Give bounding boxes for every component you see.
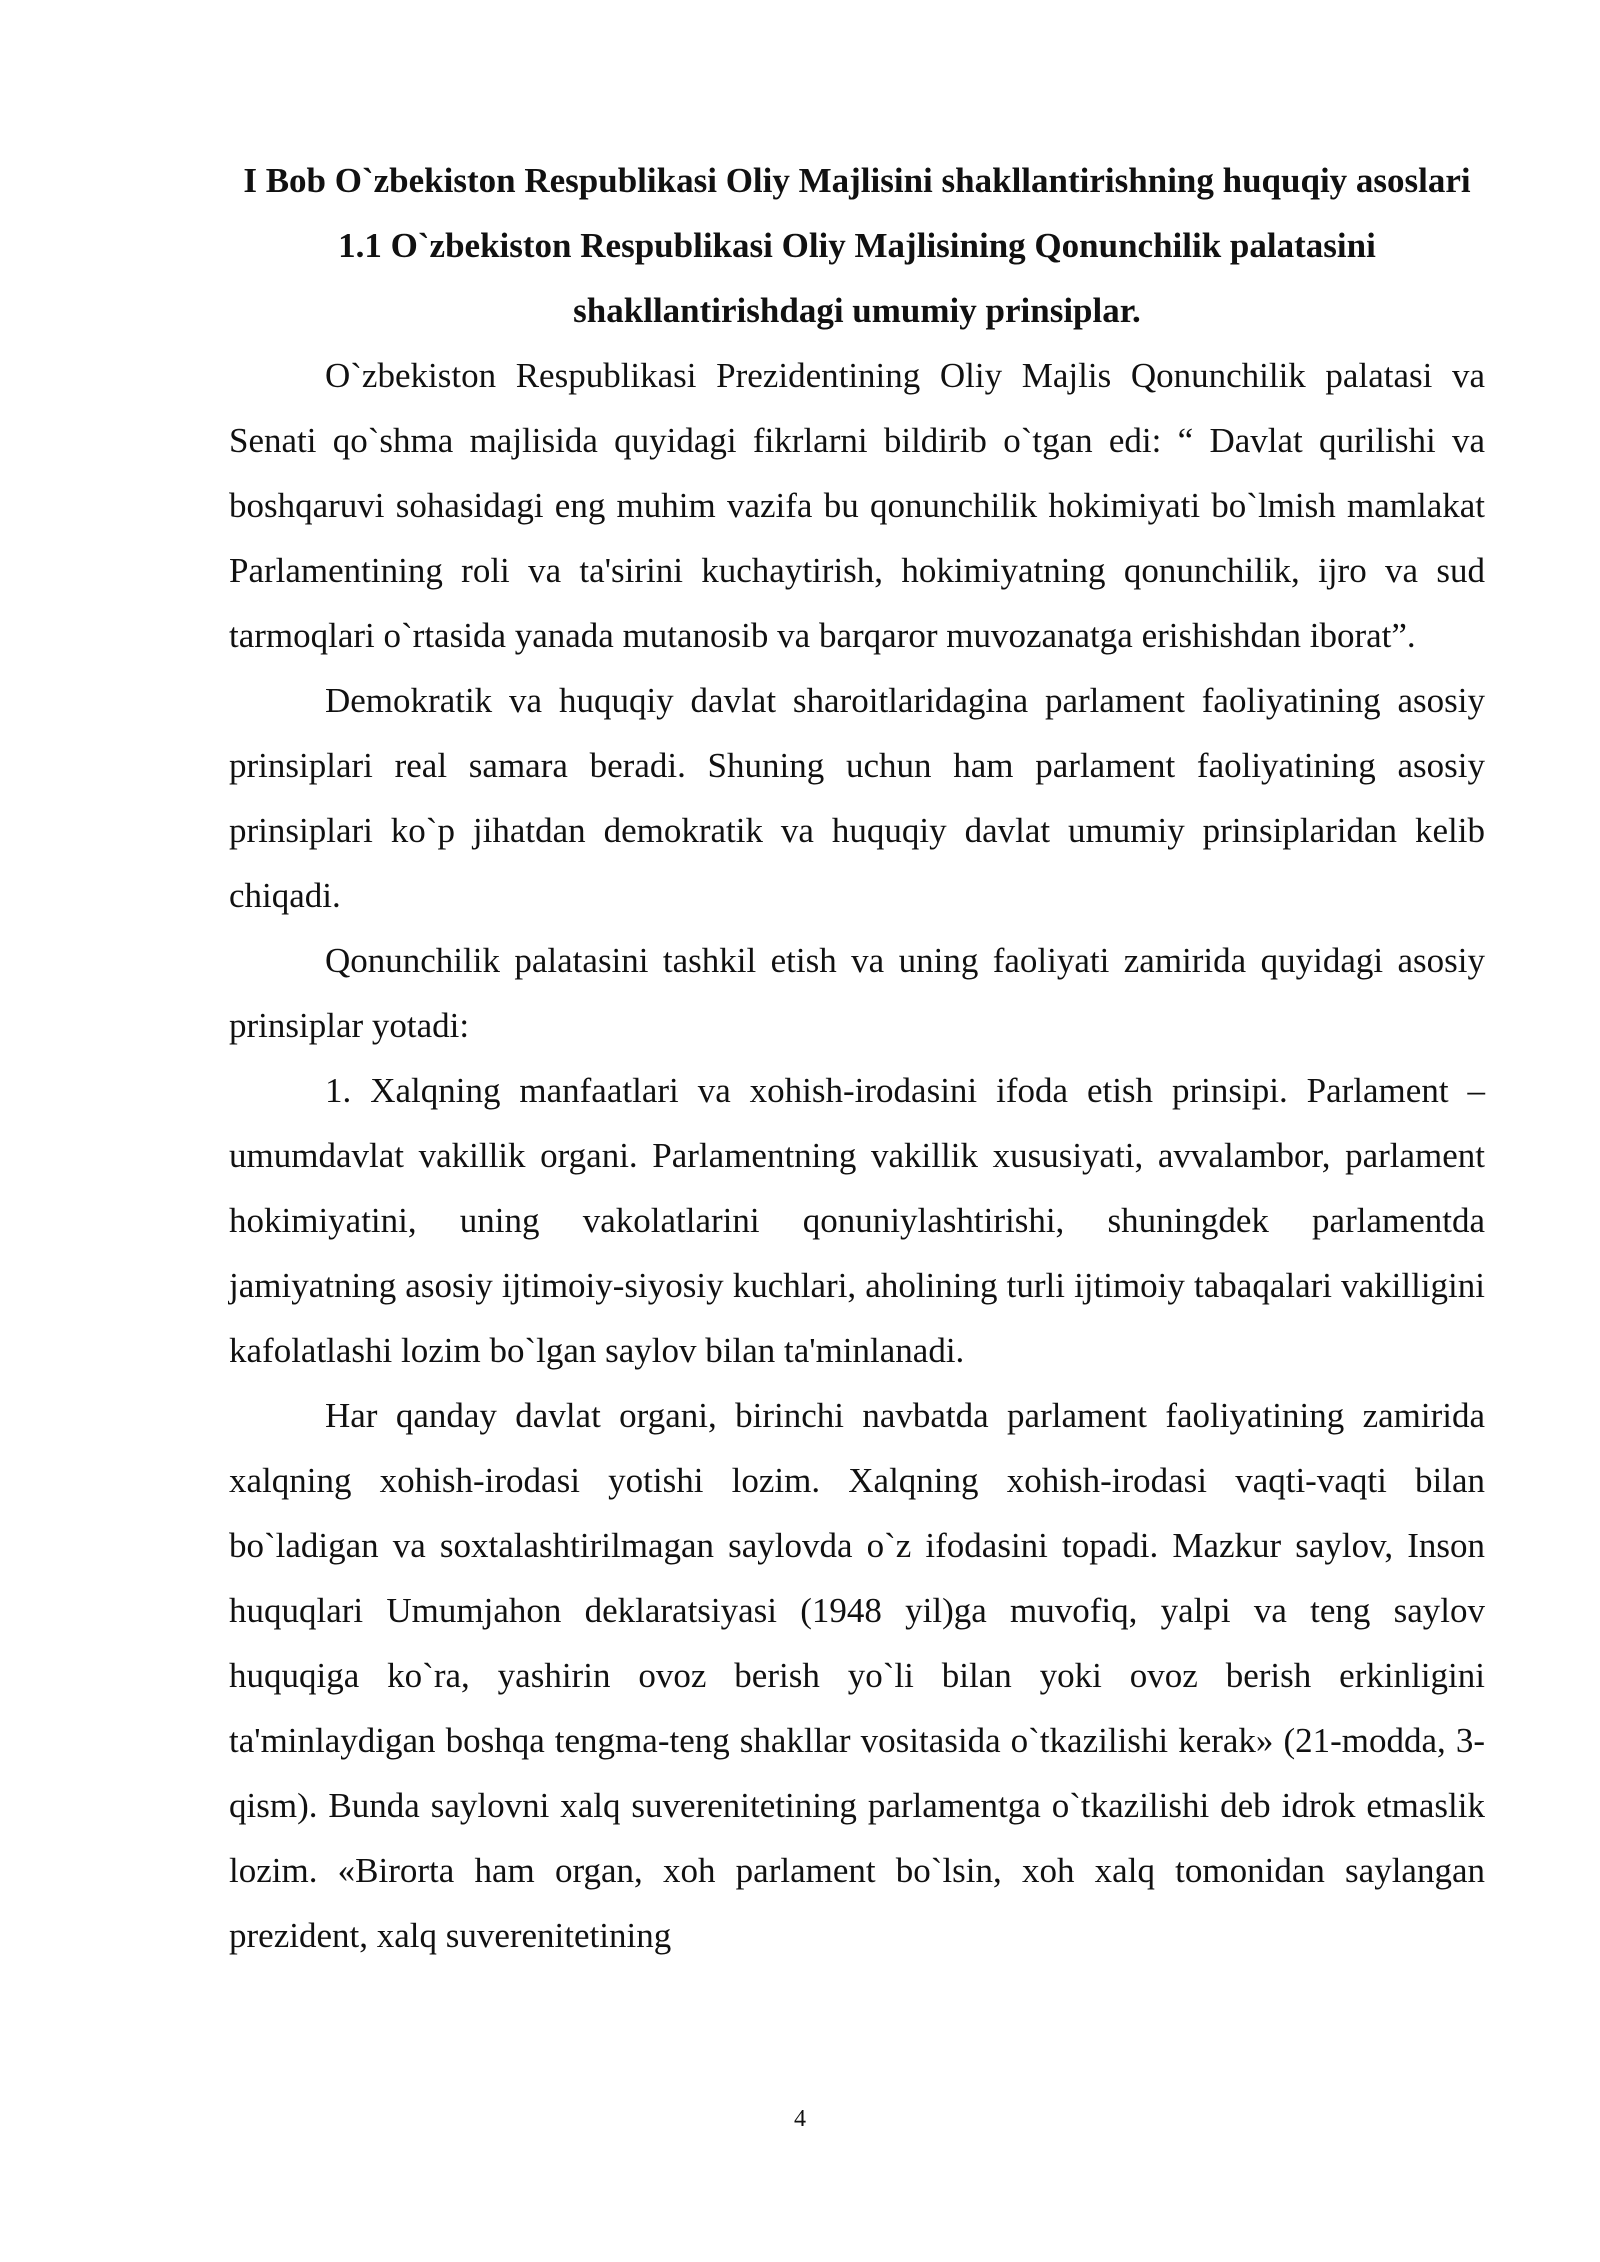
paragraph: Har qanday davlat organi, birinchi navbatda parlament faoliyatining zamirida xalqning xohish-irodasi yotishi lozim. Xalqning xohish-irodasi vaqti-vaqti bilan bo`ladigan va soxtalashtirilmagan saylovda o`z ifodasini topadi. Mazkur saylov, Inson huquqlari Umumjahon deklaratsiyasi (1948 yil)ga muvofiq, yalpi va teng saylov huquqiga ko`ra, yashirin ovoz berish yo`li bilan yoki ovoz berish erkinligini ta'minlaydigan boshqa tengma-teng shakllar vositasida o`tkazilishi kerak» (21-modda, 3-qism). Bunda saylovni xalq suverenitetining parlamentga o`tkazilishi deb idrok etmaslik lozim. «Birorta ham organ, xoh parlament bo`lsin, xoh xalq tomonidan saylangan prezident, xalq suverenitetining	[229, 1396, 1485, 1955]
paragraph: Demokratik va huquqiy davlat sharoitlaridagina parlament faoliyatining asosiy prinsiplari real samara beradi. Shuning uchun ham parlament faoliyatining asosiy prinsiplari ko`p jihatdan demokratik va huquqiy davlat umumiy prinsiplaridan kelib chiqadi.	[229, 681, 1485, 915]
page-number: 4	[794, 2106, 806, 2132]
section-title: 1.1 O`zbekiston Respublikasi Oliy Majlisining Qonunchilik palatasini shakllantirishdagi umumiy prinsiplar.	[338, 226, 1376, 330]
paragraph: 1. Xalqning manfaatlari va xohish-irodasini ifoda etish prinsipi. Parlament – umumdavlat vakillik organi. Parlamentning vakillik xususiyati, avvalambor, parlament hokimiyatini, uning vakolatlarini qonuniylashtirishi, shuningdek parlamentda jamiyatning asosiy ijtimoiy-siyosiy kuchlari, aholining turli ijtimoiy tabaqalari vakilligini kafolatlashi lozim bo`lgan saylov bilan ta'minlanadi.	[229, 1071, 1485, 1370]
paragraph: O`zbekiston Respublikasi Prezidentining Oliy Majlis Qonunchilik palatasi va Senati qo`shma majlisida quyidagi fikrlarni bildirib o`tgan edi: “ Davlat qurilishi va boshqaruvi sohasidagi eng muhim vazifa bu qonunchilik hokimiyati bo`lmish mamlakat Parlamentining roli va ta'sirini kuchaytirish, hokimiyatning qonunchilik, ijro va sud tarmoqlari o`rtasida yanada mutanosib va barqaror muvozanatga erishishdan iborat”.	[229, 356, 1485, 655]
chapter-title: I Bob O`zbekiston Respublikasi Oliy Majlisini shakllantirishning huquqiy asoslari	[243, 161, 1471, 200]
page-content	[229, 148, 1485, 1968]
paragraph: Qonunchilik palatasini tashkil etish va uning faoliyati zamirida quyidagi asosiy prinsiplar yotadi:	[229, 941, 1485, 1045]
